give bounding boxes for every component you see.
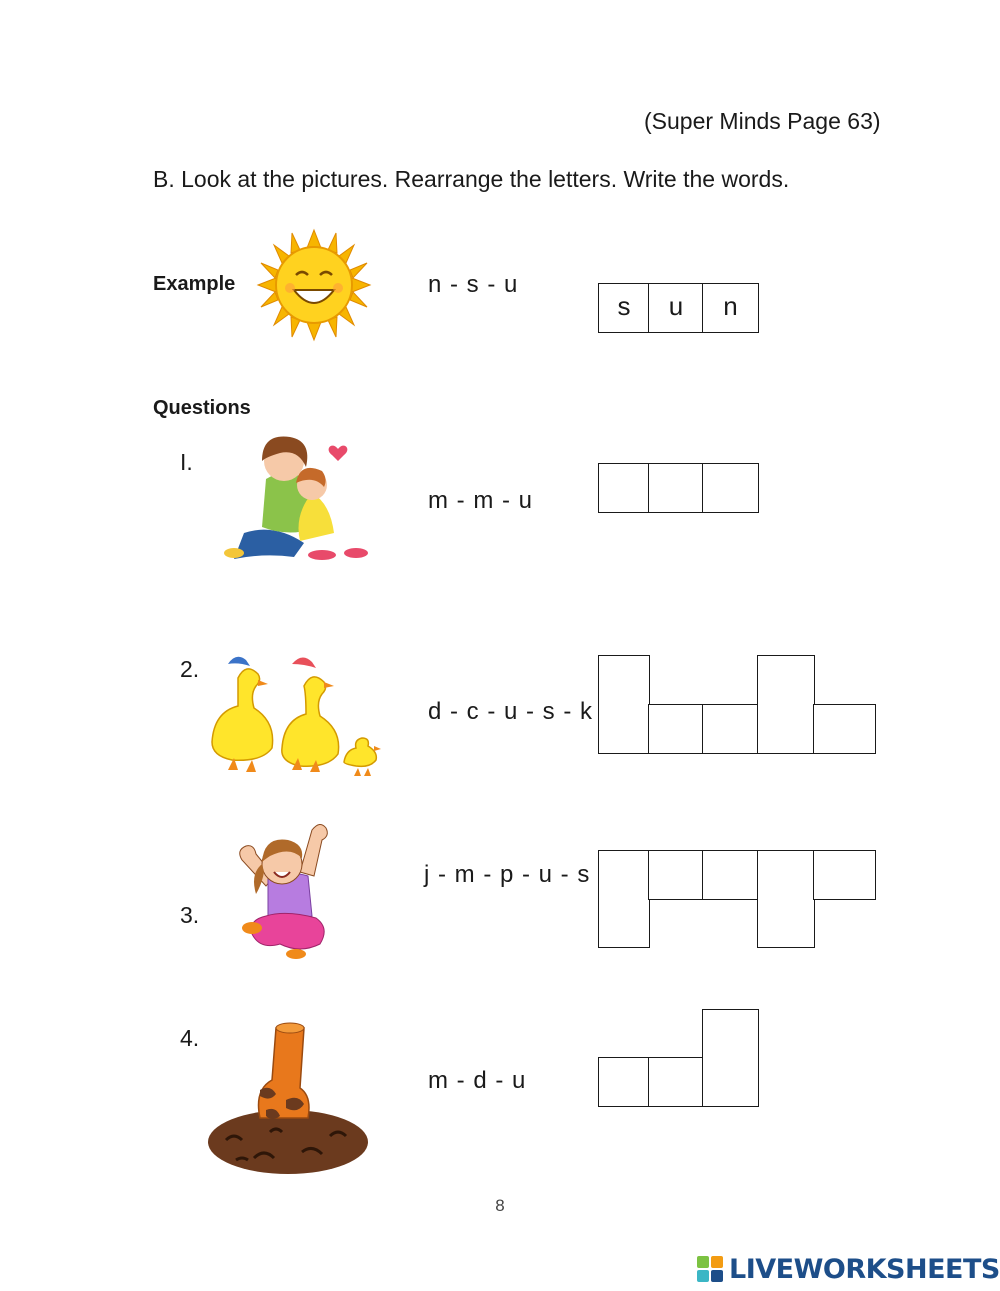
question-3-scrambled-letters: j - m - p - u - s [424,861,591,888]
answer-box[interactable] [702,850,759,900]
question-number: 2. [180,656,200,682]
mother-hugging-child-picture [226,433,372,565]
answer-box[interactable] [813,704,876,754]
answer-box[interactable] [648,850,704,900]
question-number: 4. [180,1025,200,1051]
answer-box[interactable] [598,463,650,513]
ducks-family-picture [206,652,386,784]
answer-box[interactable] [648,1057,704,1107]
page-number: 8 [495,1196,505,1215]
brand-name: LIVEWORKSHEETS [729,1253,1000,1285]
question-4-scrambled-letters: m - d - u [428,1067,527,1094]
answer-box-tall[interactable] [702,1009,759,1107]
question-1-scrambled-letters: m - m - u [428,487,533,514]
example-label: Example [153,273,236,295]
answer-box[interactable] [702,704,759,754]
questions-label: Questions [153,397,251,419]
instruction-text: B. Look at the pictures. Rearrange the letters. Write the words. [153,166,790,192]
answer-box-tall[interactable] [598,850,650,948]
answer-box-tall[interactable] [598,655,650,754]
answer-box[interactable] [598,1057,650,1107]
example-answer-letter: u [668,291,684,321]
answer-box[interactable] [813,850,876,900]
liveworksheets-logo-icon [697,1256,723,1282]
question-2-scrambled-letters: d - c - u - s - k [428,698,594,725]
answer-box-tall[interactable] [757,655,815,754]
jumping-girl-picture [236,820,340,960]
page-reference: (Super Minds Page 63) [644,108,881,134]
example-answer-letter: s [617,291,631,321]
answer-box-tall[interactable] [757,850,815,948]
question-number: 3. [180,902,200,928]
answer-box[interactable] [648,704,704,754]
boot-in-mud-picture [206,1020,370,1176]
sun-icon [258,230,370,340]
question-number: I. [180,449,193,475]
answer-box[interactable] [702,463,759,513]
answer-box[interactable] [648,463,704,513]
example-scrambled-letters: n - s - u [428,271,519,298]
liveworksheets-logo [697,1252,1000,1286]
example-answer-letter: n [723,291,738,321]
